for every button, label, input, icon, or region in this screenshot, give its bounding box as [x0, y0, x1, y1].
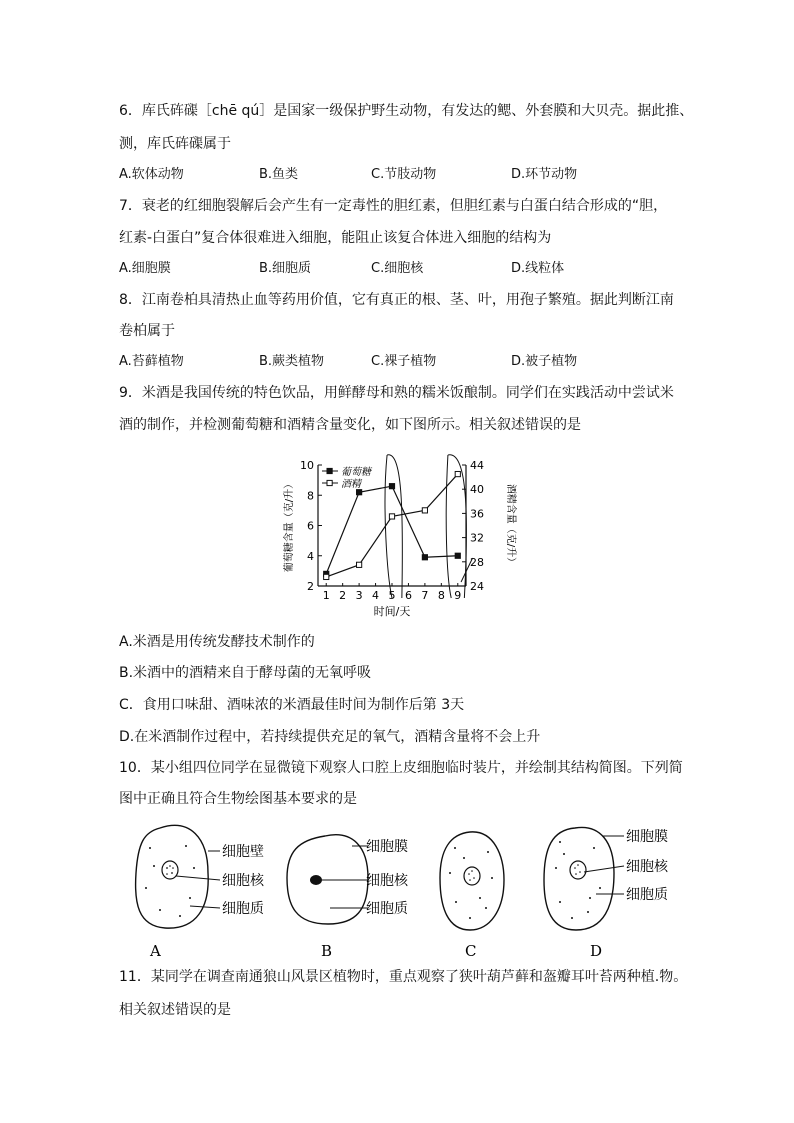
- glucose-alcohol-chart: [278, 450, 518, 622]
- cell-diagrams: [120, 818, 700, 963]
- x-tick-label: 3: [355, 589, 363, 602]
- q7-option-b: B.细胞质: [259, 261, 312, 276]
- y-left-tick-label: 6: [307, 519, 314, 533]
- q8-option-d: D.被子植物: [511, 354, 578, 369]
- figure-b-label-1: 细胞膜: [366, 839, 408, 855]
- q6-option-c: C.节肢动物: [371, 167, 437, 182]
- figure-b-label-3: 细胞质: [366, 901, 408, 917]
- y-left-tick-label: 8: [307, 489, 314, 503]
- x-tick-label: 8: [437, 589, 445, 602]
- y-left-tick-label: 10: [300, 459, 314, 472]
- q9-option-d: D.在米酒制作过程中，若持续提供充足的氧气，酒精含量将不会上升: [119, 729, 541, 745]
- series-2-point: [357, 562, 362, 567]
- cell-a-dots: [145, 845, 195, 917]
- figure-c: [440, 832, 504, 960]
- cell-c-dots: [449, 847, 493, 919]
- y-right-tick-label: 44: [470, 459, 484, 472]
- q8-option-a: A.苔藓植物: [119, 354, 184, 369]
- circle-mark-day5: [385, 455, 402, 598]
- x-tick-label: 4: [372, 589, 380, 602]
- legend-marker-2: [327, 480, 332, 485]
- figure-a-letter: A: [150, 942, 161, 960]
- x-axis-label: 时间/天: [373, 605, 411, 618]
- legend-marker-1: [327, 468, 332, 473]
- q8-option-b: B.蕨类植物: [259, 354, 325, 369]
- cell-a-nucleus: [162, 861, 178, 879]
- q9-stem-line1: 9．米酒是我国传统的特色饮品，用鲜酵母和熟的糯米饭酿制。同学们在实践活动中尝试米: [119, 385, 674, 401]
- legend-label-2: 酒精: [341, 479, 361, 490]
- q6-option-a: A.软体动物: [119, 167, 184, 182]
- q6-option-b: B.鱼类: [259, 167, 299, 182]
- cell-b-outline: [287, 835, 368, 924]
- x-tick-label: 6: [404, 589, 412, 602]
- y-right-tick-label: 40: [470, 483, 484, 497]
- series-1-point: [357, 490, 362, 495]
- q9-option-a: A.米酒是用传统发酵技术制作的: [119, 634, 315, 650]
- q10-stem-line2: 图中正确且符合生物绘图基本要求的是: [119, 791, 357, 807]
- x-tick-label: 1: [322, 589, 330, 602]
- figure-d-letter: D: [590, 942, 603, 960]
- x-tick-label: 7: [421, 589, 429, 602]
- figure-a: [136, 825, 265, 960]
- y-left-axis-label: 葡萄糖含量（克/升）: [284, 478, 295, 573]
- x-tick-label: 2: [339, 589, 347, 602]
- y-right-tick-label: 32: [470, 531, 484, 545]
- y-right-tick-label: 28: [470, 555, 484, 569]
- q11-stem-line1: 11．某同学在调查南通狼山风景区植物时，重点观察了狭叶葫芦藓和盔瓣耳叶苔两种植.物。: [119, 969, 688, 985]
- figure-d-label-3: 细胞质: [626, 887, 668, 903]
- q7-option-d: D.线粒体: [511, 261, 565, 276]
- series-line-1: [326, 486, 458, 574]
- y-right-tick-label: 24: [470, 580, 484, 593]
- series-1-point: [389, 484, 394, 489]
- q9-stem-line2: 酒的制作，并检测葡萄糖和酒精含量变化，如下图所示。相关叙述错误的是: [119, 417, 581, 433]
- series-1-point: [455, 553, 460, 558]
- y-left-tick-label: 2: [307, 580, 314, 593]
- series-2-point: [455, 471, 460, 476]
- figure-b-letter: B: [321, 942, 333, 960]
- cell-c-nucleus: [464, 867, 480, 885]
- figure-c-letter: C: [465, 942, 477, 960]
- figure-d-label-2: 细胞核: [626, 859, 668, 875]
- q7-stem-line2: 红素-白蛋白”复合体很难进入细胞，能阻止该复合体进入细胞的结构为: [119, 230, 552, 246]
- figure-a-label-1: 细胞壁: [222, 844, 264, 860]
- q7-option-a: A.细胞膜: [119, 261, 171, 276]
- q9-option-b: B.米酒中的酒精来自于酵母菌的无氧呼吸: [119, 665, 372, 681]
- q8-option-c: C.裸子植物: [371, 354, 437, 369]
- cell-c-outline: [440, 832, 504, 930]
- series-2-point: [422, 508, 427, 513]
- cell-b-nucleus: [310, 875, 322, 885]
- q7-option-c: C.细胞核: [371, 261, 424, 276]
- q6-option-d: D.环节动物: [511, 167, 578, 182]
- series-1-point: [422, 555, 427, 560]
- q7-stem-line1: 7．衰老的红细胞裂解后会产生有一定毒性的胆红素，但胆红素与白蛋白结合形成的“胆，: [119, 198, 668, 214]
- figure-d-label-1: 细胞膜: [626, 829, 668, 845]
- cell-d-nucleus: [570, 861, 586, 879]
- figure-d: [544, 827, 669, 960]
- legend-label-1: 葡萄糖: [341, 467, 371, 478]
- q6-stem-line1: 6．库氏砗磲［chē qú］是国家一级保护野生动物，有发达的鳃、外套膜和大贝壳。据此推、: [119, 103, 694, 119]
- q8-stem-line1: 8．江南卷柏具清热止血等药用价值，它有真正的根、茎、叶，用孢子繁殖。据此判断江南: [119, 292, 674, 308]
- q11-stem-line2: 相关叙述错误的是: [119, 1002, 231, 1018]
- series-2-point: [324, 574, 329, 579]
- q6-stem-line2: 测，库氏砗磲属于: [119, 136, 231, 152]
- cell-a-outline: [136, 825, 209, 928]
- figure-a-label-3: 细胞质: [222, 901, 264, 917]
- x-tick-label: 5: [388, 589, 396, 602]
- y-right-tick-label: 36: [470, 507, 484, 521]
- y-right-axis-label: 酒精含量（克/升）: [505, 483, 516, 568]
- figure-a-label-2: 细胞核: [222, 873, 264, 889]
- figure-b: [287, 835, 409, 960]
- q9-option-c: C．食用口味甜、酒味浓的米酒最佳时间为制作后第 3天: [119, 697, 465, 713]
- figure-b-label-2: 细胞核: [366, 873, 408, 889]
- q8-stem-line2: 卷柏属于: [119, 323, 175, 339]
- y-left-tick-label: 4: [307, 549, 314, 563]
- x-tick-label: 9: [454, 589, 462, 602]
- cell-d-dots: [555, 841, 601, 919]
- q10-stem-line1: 10．某小组四位同学在显微镜下观察人口腔上皮细胞临时装片，并绘制其结构简图。下列简: [119, 760, 683, 776]
- series-2-point: [389, 514, 394, 519]
